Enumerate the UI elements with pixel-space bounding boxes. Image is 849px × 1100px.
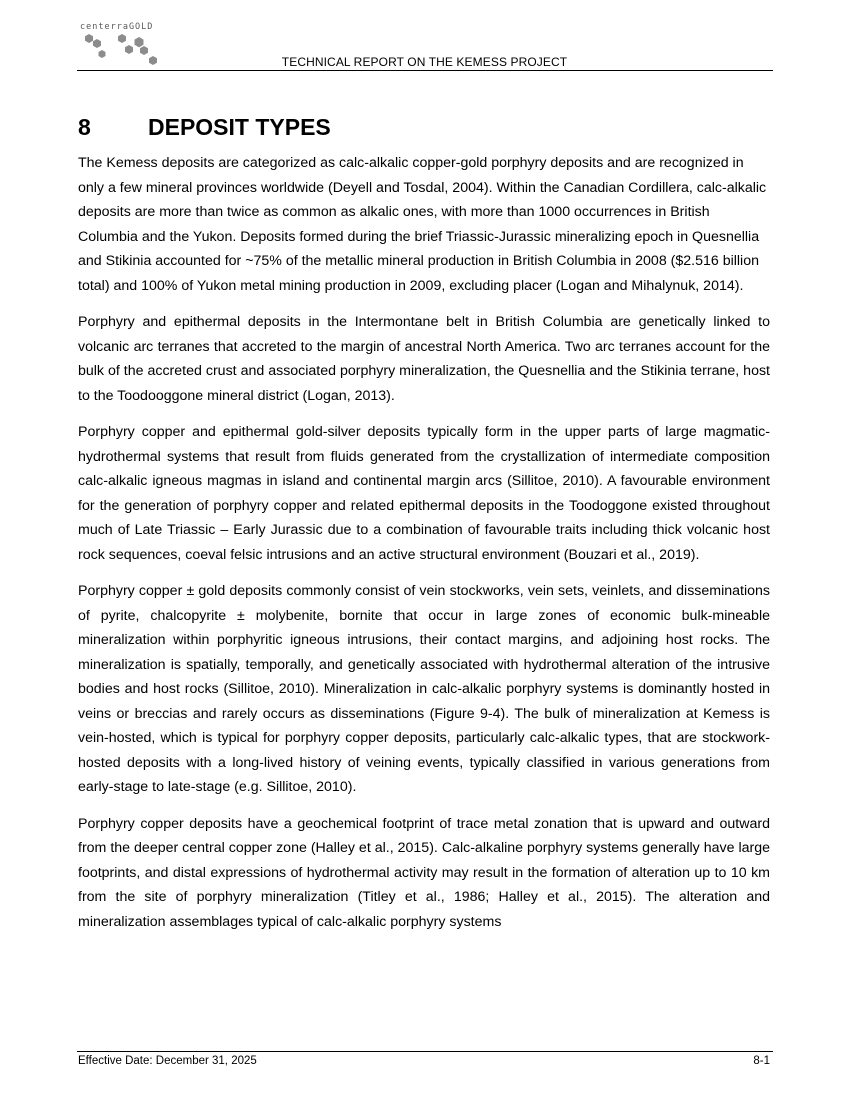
paragraph: Porphyry and epithermal deposits in the Intermontane belt in British Columbia are genetically linked to volcanic arc terranes that accreted to the margin of ancestral North America. Two arc terranes account for the bulk of the accreted crust and associated porphyry mineralization, the Quesnellia and the Stikinia terrane, host to the Toodooggone mineral district (Logan, 2013). (78, 314, 770, 404)
header-divider (77, 70, 773, 71)
section-heading (78, 114, 331, 141)
section-body (78, 151, 770, 946)
section-title: DEPOSIT TYPES (148, 114, 331, 141)
paragraph: Porphyry copper and epithermal gold-silver deposits typically form in the upper parts of large magmatic-hydrothermal systems that result from fluids generated from the crystallization of intermediate composition calc-alkalic igneous magmas in island and continental margin arcs (Sillitoe, 2010). A favourable environment for the generation of porphyry copper and related epithermal deposits in the Toodoggone existed throughout much of Late Triassic – Early Jurassic due to a combination of favourable traits including thick volcanic host rock sequences, coeval felsic intrusions and an active structural environment (Bouzari et al., 2019). (78, 424, 770, 563)
report-title: TECHNICAL REPORT ON THE KEMESS PROJECT (281, 55, 568, 69)
effective-date: Effective Date: December 31, 2025 (78, 1055, 257, 1067)
page-number: 8-1 (753, 1055, 770, 1067)
section-number: 8 (78, 114, 91, 141)
paragraph: Porphyry copper ± gold deposits commonly consist of vein stockworks, vein sets, veinlets, and disseminations of pyrite, chalcopyrite ± molybenite, bornite that occur in large zones of economic bulk-mineable mineralization within porphyritic igneous intrusions, their contact margins, and adjoining host rocks. The mineralization is spatially, temporally, and genetically associated with hydrothermal alteration of the intrusive bodies and host rocks (Sillitoe, 2010). Mineralization in calc-alkalic porphyry systems is dominantly hosted in veins or breccias and rarely occurs as disseminations (Figure 9-4). The bulk of mineralization at Kemess is vein-hosted, which is typical for porphyry copper deposits, particularly calc-alkalic types, that are stockwork-hosted deposits with a long-lived history of veining events, typically classified in various generations from early-stage to late-stage (e.g. Sillitoe, 2010). (78, 583, 770, 795)
footer-divider (77, 1051, 773, 1052)
paragraph: The Kemess deposits are categorized as calc-alkalic copper-gold porphyry deposits and are recognized in only a few mineral provinces worldwide (Deyell and Tosdal, 2004). Within the Canadian Cordillera, calc-alkalic deposits are more than twice as common as alkalic ones, with more than 1000 occurrences in British Columbia and the Yukon. Deposits formed during the brief Triassic-Jurassic mineralizing epoch in Quesnellia and Stikinia accounted for ~75% of the metallic mineral production in British Columbia in 2008 ($2.516 billion total) and 100% of Yukon metal mining production in 2009, excluding placer (Logan and Mihalynuk, 2014). (78, 155, 767, 294)
logo-wordmark: centerraGOLD (80, 22, 154, 32)
paragraph: Porphyry copper deposits have a geochemical footprint of trace metal zonation that is upward and outward from the deeper central copper zone (Halley et al., 2015). Calc-alkaline porphyry systems generally have large footprints, and distal expressions of hydrothermal activity may result in the formation of alteration up to 10 km from the site of porphyry mineralization (Titley et al., 1986; Halley et al., 2015). The alteration and mineralization assemblages typical of calc-alkalic porphyry systems (78, 815, 770, 930)
